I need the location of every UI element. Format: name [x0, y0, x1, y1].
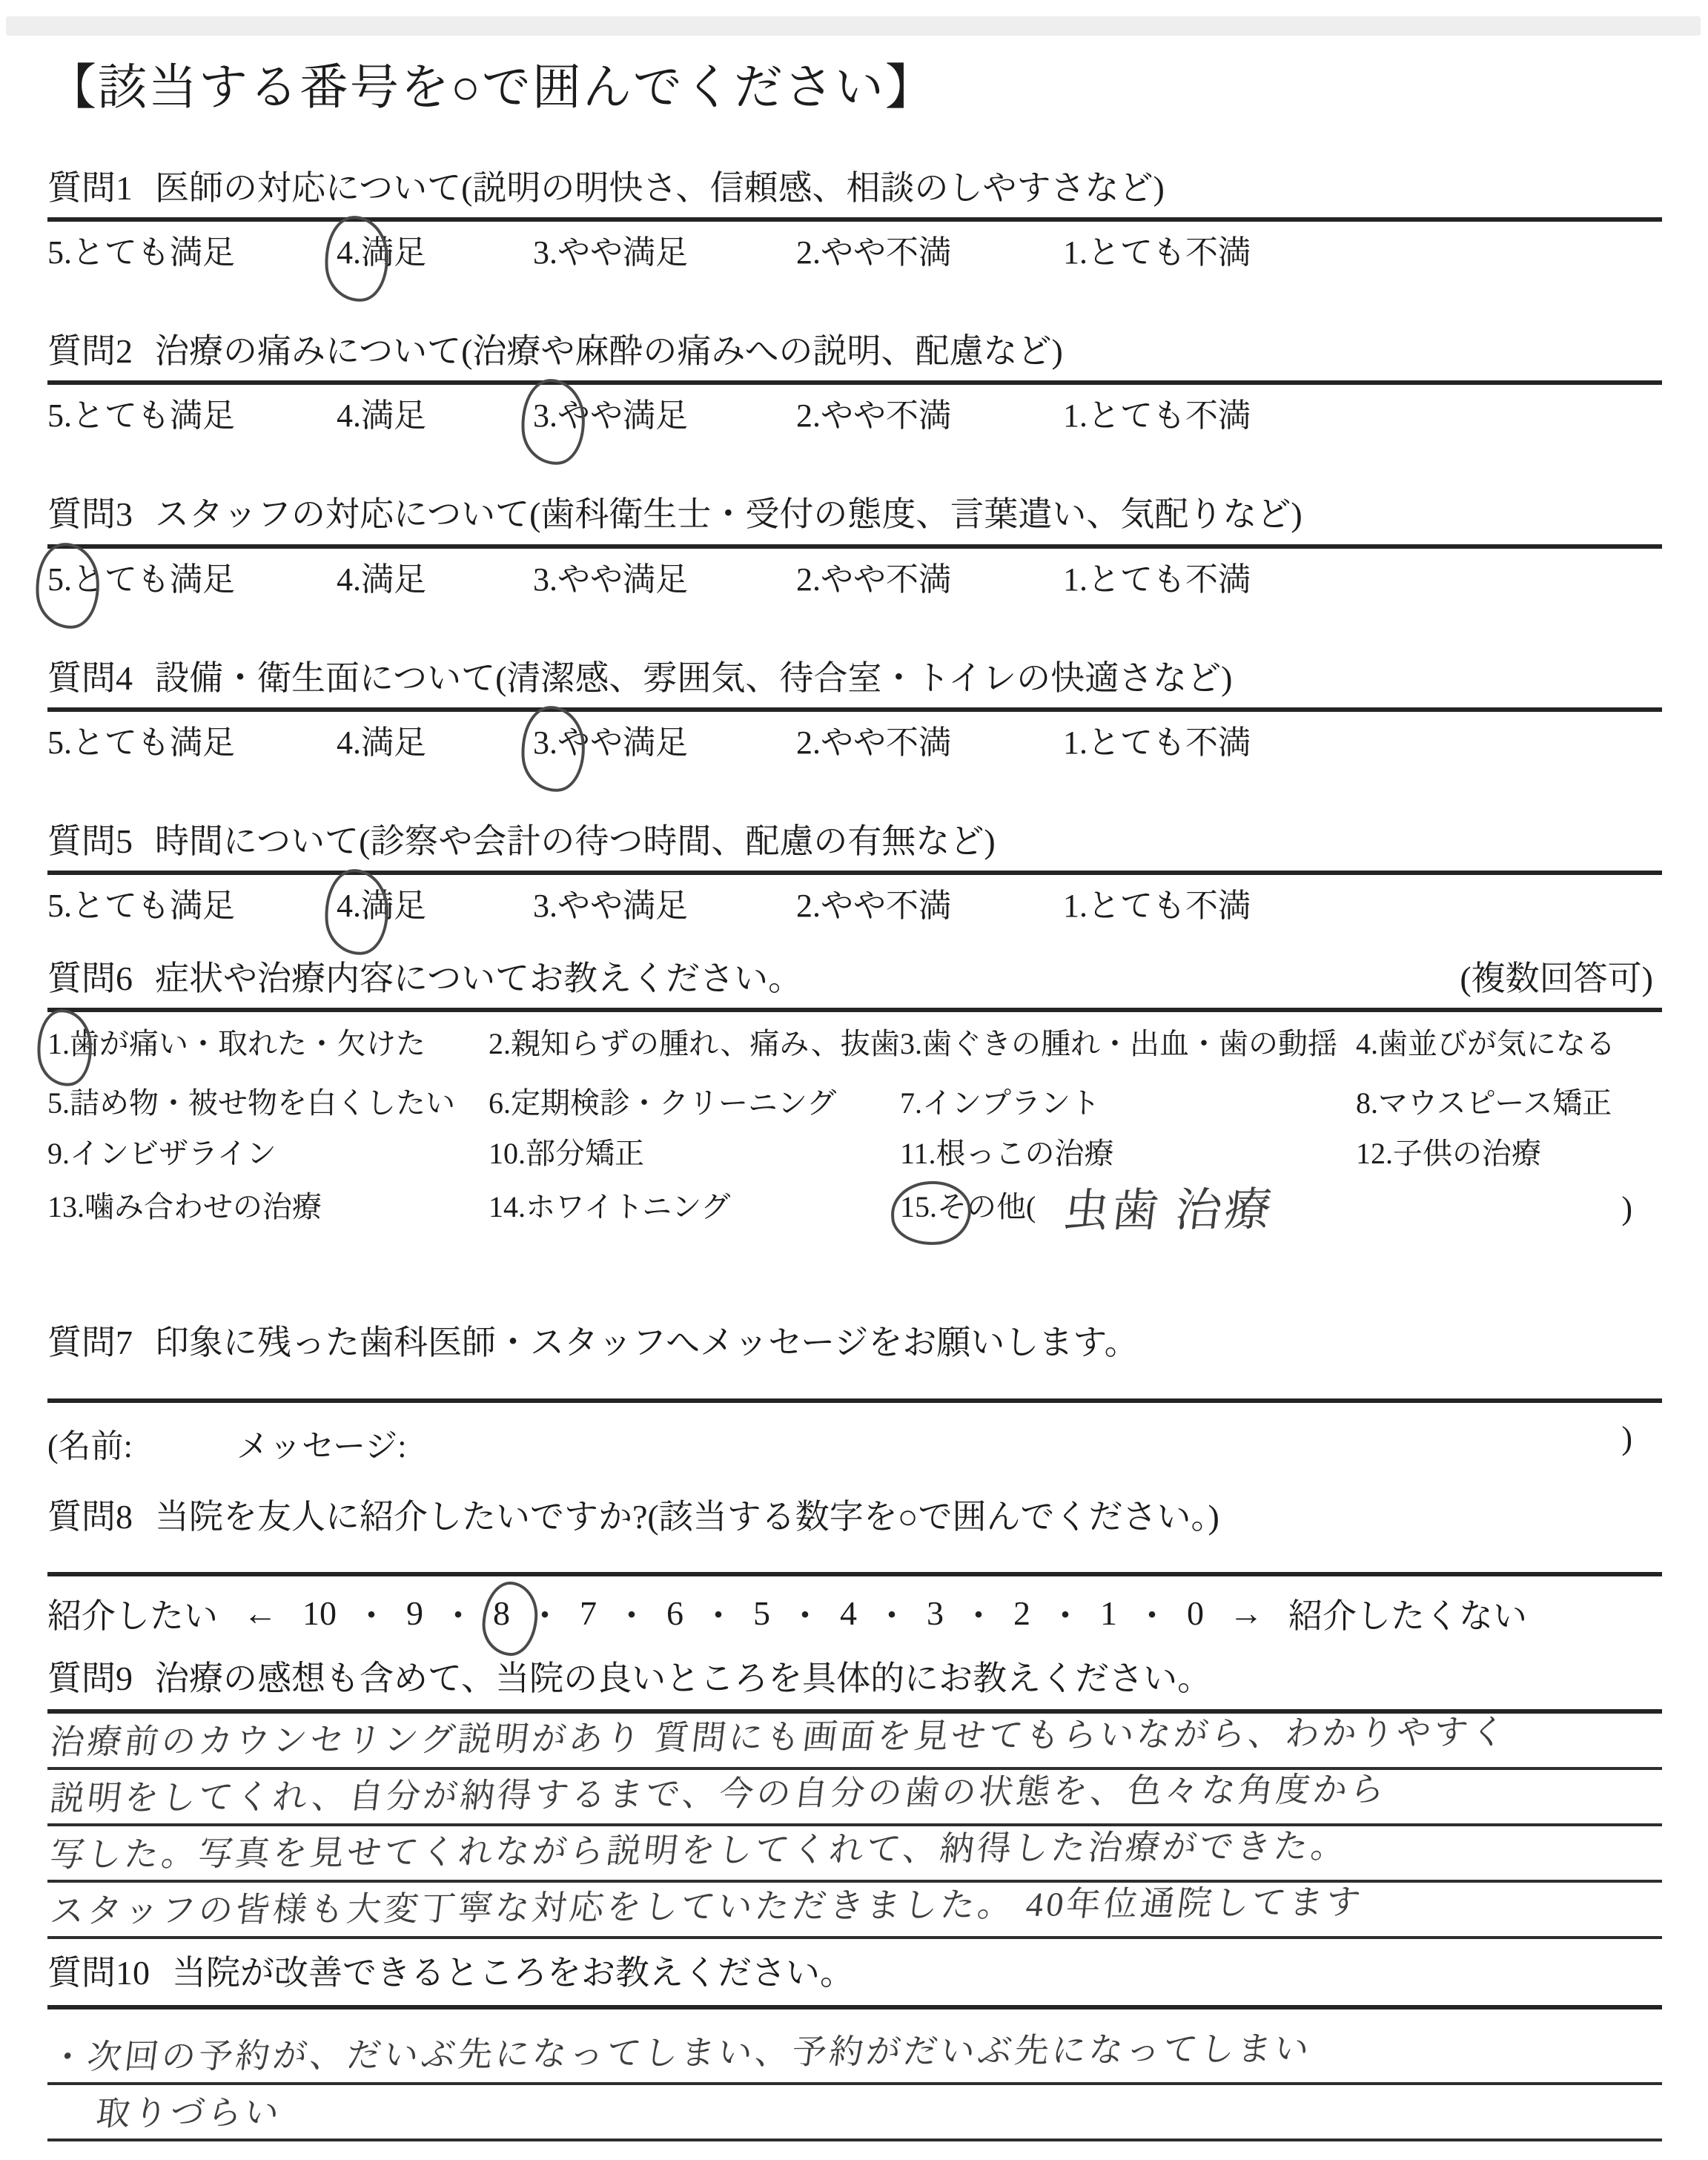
question-label: 質問9: [47, 1659, 133, 1697]
option-number: 2.: [796, 887, 821, 924]
option-number: 2.: [796, 561, 821, 598]
option-label: ホワイトニング: [526, 1190, 731, 1224]
option-number: 2.: [489, 1027, 511, 1061]
rating-option[interactable]: [47, 888, 337, 925]
answer-line[interactable]: [47, 1883, 1662, 1939]
option-number: 1.: [1063, 724, 1088, 761]
question-1-block: [47, 168, 1662, 272]
question-7-heading: [47, 1322, 1662, 1363]
rating-option[interactable]: [47, 235, 337, 272]
divider: [47, 1008, 1662, 1012]
question-3-heading: [47, 494, 1662, 535]
option-number: 1.: [1063, 561, 1088, 598]
dot-separator: ・: [441, 1596, 475, 1635]
option-number: 4.: [337, 561, 361, 598]
question-label: 質問4: [47, 658, 133, 697]
dot-separator: ・: [961, 1596, 996, 1635]
rating-option[interactable]: [47, 398, 337, 435]
option-label: とても不満: [1088, 397, 1251, 435]
handwritten-answer: 治療前のカウンセリング説明があり 質問にも画面を見せてもらいながら、わかりやすく: [47, 1712, 1511, 1761]
option-label: 歯ぐきの腫れ・出血・歯の動揺: [922, 1027, 1337, 1061]
answer-line[interactable]: [47, 2141, 1662, 2160]
option-label: マウスピース矯正: [1378, 1086, 1612, 1120]
symptom-row: [47, 1027, 1662, 1064]
symptom-option[interactable]: [900, 1027, 1356, 1064]
option-label: 噛み合わせの治療: [85, 1190, 322, 1224]
option-label: 詰め物・被せ物を白くしたい: [70, 1086, 455, 1120]
handwritten-answer: 説明をしてくれ、自分が納得するまで、今の自分の歯の状態を、色々な角度から: [47, 1770, 1390, 1817]
rating-option[interactable]: [47, 725, 337, 762]
option-number: 5.: [47, 724, 72, 761]
option-label: やや不満: [821, 561, 951, 598]
symptom-row: [47, 1086, 1662, 1123]
message-field-label[interactable]: メッセージ:: [236, 1428, 407, 1465]
option-label: やや不満: [821, 234, 951, 271]
option-label: 満足: [361, 234, 426, 271]
symptom-option[interactable]: [1356, 1137, 1541, 1174]
name-field-label[interactable]: (名前:: [47, 1428, 133, 1465]
dot-separator: ・: [701, 1596, 735, 1635]
rating-option[interactable]: [337, 562, 533, 599]
option-number: 3.: [533, 234, 557, 271]
option-number: 3.: [533, 725, 557, 762]
question-6-block: [47, 958, 1662, 1238]
scale-number[interactable]: 1: [1100, 1594, 1117, 1632]
right-arrow-icon: →: [1229, 1594, 1263, 1632]
option-label: 満足: [361, 887, 426, 924]
nps-scale-row: [47, 1594, 1662, 1633]
handwritten-answer: スタッフの皆様も大変丁寧な対応をしていただきました。 40年位通院してます: [47, 1883, 1366, 1930]
rating-option[interactable]: [1063, 888, 1251, 925]
rating-option[interactable]: [1063, 235, 1251, 272]
dot-separator: ・: [788, 1596, 822, 1635]
question-2-block: [47, 331, 1662, 435]
option-number: 4.: [337, 397, 361, 435]
option-number: 5.: [47, 1086, 70, 1120]
symptom-option[interactable]: [900, 1086, 1356, 1123]
question-9-heading: [47, 1658, 1662, 1699]
scale-number[interactable]: 8: [493, 1593, 510, 1633]
question-label: 質問6: [47, 959, 133, 997]
rating-option[interactable]: [533, 235, 796, 272]
option-label: とても不満: [1088, 887, 1251, 924]
question-text: 印象に残った歯科医師・スタッフへメッセージをお願いします。: [155, 1324, 1139, 1362]
scale-number[interactable]: 9: [406, 1594, 423, 1632]
message-input-row: [47, 1419, 1662, 1467]
handwritten-answer: ・次回の予約が、だいぶ先になってしまい、予約がだいぶ先になってしまい: [47, 2029, 1314, 2076]
question-text: 設備・衛生面について(清潔感、雰囲気、待合室・トイレの快適さなど): [155, 658, 1233, 697]
option-number: 2.: [796, 234, 821, 271]
option-number: 4.: [337, 888, 361, 925]
rating-options-row: [47, 888, 1662, 925]
option-number: 3.: [533, 561, 557, 598]
rating-option[interactable]: [796, 888, 1063, 925]
question-label: 質問5: [47, 822, 133, 860]
option-label: 満足: [361, 724, 426, 761]
option-number: 2.: [796, 397, 821, 435]
answer-line[interactable]: [47, 1826, 1662, 1883]
answer-line[interactable]: [47, 2009, 1662, 2085]
question-4-heading: [47, 658, 1662, 698]
dot-separator: ・: [615, 1596, 649, 1635]
scale-number[interactable]: 7: [580, 1594, 597, 1632]
option-number: 5.: [47, 234, 72, 271]
option-label: やや不満: [821, 397, 951, 435]
option-number: 12.: [1356, 1137, 1393, 1171]
option-number: 8.: [1356, 1086, 1378, 1120]
question-label: 質問10: [47, 1953, 150, 1992]
scale-number[interactable]: 6: [666, 1594, 683, 1632]
option-label: 定期検診・クリーニング: [511, 1086, 837, 1120]
option-label: やや満足: [557, 234, 688, 271]
divider: [47, 871, 1662, 875]
option-label: インビザライン: [70, 1137, 277, 1171]
scale-number[interactable]: 4: [840, 1594, 857, 1632]
option-label: やや満足: [557, 397, 688, 435]
question-text: 時間について(診察や会計の待つ時間、配慮の有無など): [155, 822, 996, 860]
option-number: 5.: [47, 397, 72, 435]
rating-option[interactable]: [533, 725, 796, 762]
option-label: とても満足: [72, 397, 235, 435]
question-text: 症状や治療内容についてお教えください。: [155, 959, 803, 997]
symptom-option[interactable]: [1356, 1027, 1615, 1064]
scale-number[interactable]: 2: [1013, 1594, 1030, 1632]
scale-number[interactable]: 3: [927, 1594, 944, 1632]
question-label: 質問8: [47, 1498, 133, 1536]
symptom-option[interactable]: [47, 1190, 489, 1233]
other-answer-handwriting: 虫歯 治療: [1060, 1185, 1277, 1238]
rating-option[interactable]: [47, 562, 337, 599]
question-text: 当院が改善できるところをお教えください。: [172, 1953, 854, 1992]
multi-answer-note: (複数回答可): [1460, 959, 1653, 997]
rating-option[interactable]: [1063, 725, 1251, 762]
option-number: 9.: [47, 1137, 70, 1171]
answer-line[interactable]: [47, 1770, 1662, 1826]
question-text: スタッフの対応について(歯科衛生士・受付の態度、言葉遣い、気配りなど): [155, 495, 1302, 534]
option-label: 親知らずの腫れ、痛み、抜歯: [511, 1027, 900, 1061]
divider: [47, 217, 1662, 222]
option-number: 1.: [1063, 887, 1088, 924]
divider: [47, 544, 1662, 549]
option-label: やや満足: [557, 887, 688, 924]
option-number: 10.: [489, 1137, 526, 1171]
question-10-block: [47, 1952, 1662, 2160]
scale-left-label: 紹介したい: [47, 1596, 218, 1635]
option-number: 3.: [533, 398, 557, 435]
survey-content: [47, 0, 1662, 2160]
question-text: 当院を友人に紹介したいですか?(該当する数字を○で囲んでください。): [155, 1498, 1219, 1536]
rating-option[interactable]: [1063, 562, 1251, 599]
scale-number[interactable]: 0: [1187, 1594, 1204, 1632]
rating-options-row: [47, 235, 1662, 272]
rating-option[interactable]: [1063, 398, 1251, 435]
symptom-option[interactable]: [489, 1027, 900, 1064]
rating-option[interactable]: [796, 725, 1063, 762]
handwritten-answer: 写した。写真を見せてくれながら説明をしてくれて、納得した治療ができた。: [47, 1826, 1351, 1874]
rating-options-row: [47, 725, 1662, 762]
option-label: とても満足: [72, 561, 235, 598]
symptom-row: [47, 1185, 1662, 1238]
question-4-block: [47, 658, 1662, 762]
option-label: 子供の治療: [1393, 1137, 1541, 1171]
option-label: とても満足: [72, 234, 235, 271]
option-label: 根っこの治療: [936, 1137, 1114, 1171]
question-3-block: [47, 494, 1662, 598]
handwritten-answer: 取りづらい: [93, 2093, 285, 2133]
question-1-heading: [47, 168, 1662, 208]
answer-line[interactable]: [47, 2085, 1662, 2141]
question-8-heading: [47, 1496, 1662, 1537]
option-number: 1.: [47, 1027, 70, 1064]
rating-option[interactable]: [533, 398, 796, 435]
symptom-option[interactable]: [47, 1137, 489, 1174]
rating-option[interactable]: [337, 235, 533, 272]
symptom-option[interactable]: [900, 1137, 1356, 1174]
question-text: 治療の痛みについて(治療や麻酔の痛みへの説明、配慮など): [155, 332, 1063, 371]
symptom-row: [47, 1137, 1662, 1174]
option-label: やや不満: [821, 887, 951, 924]
question-7-block: [47, 1322, 1662, 1467]
option-number: 6.: [489, 1086, 511, 1120]
question-2-heading: [47, 331, 1662, 371]
question-label: 質問2: [47, 332, 133, 371]
option-number: 1.: [1063, 397, 1088, 435]
option-label: とても不満: [1088, 561, 1251, 598]
scale-number[interactable]: 10: [302, 1594, 337, 1632]
option-label: 部分矯正: [526, 1137, 644, 1171]
option-label: 歯並びが気になる: [1378, 1027, 1615, 1061]
symptom-option[interactable]: [489, 1190, 900, 1233]
scale-right-label: 紹介したくない: [1288, 1596, 1527, 1635]
scale-number[interactable]: 5: [753, 1594, 770, 1632]
rating-option[interactable]: [533, 888, 796, 925]
option-number: 14.: [489, 1190, 526, 1224]
answer-line[interactable]: [47, 1714, 1662, 1770]
symptom-option[interactable]: [489, 1137, 900, 1174]
option-number: 15.: [900, 1190, 937, 1233]
rating-option[interactable]: [337, 398, 533, 435]
rating-option[interactable]: [796, 235, 1063, 272]
symptom-option[interactable]: [47, 1027, 489, 1064]
question-10-heading: [47, 1952, 1662, 1993]
option-label: 歯が痛い・取れた・欠けた: [70, 1027, 426, 1061]
question-5-block: [47, 821, 1662, 925]
rating-option[interactable]: [533, 562, 796, 599]
option-number: 5.: [47, 887, 72, 924]
symptom-option[interactable]: [1356, 1086, 1612, 1123]
option-label: とても不満: [1088, 234, 1251, 271]
option-label: インプラント: [922, 1086, 1100, 1120]
option-label: その他(: [937, 1190, 1036, 1224]
option-number: 3.: [900, 1027, 922, 1061]
question-label: 質問1: [47, 169, 133, 207]
rating-options-row: [47, 398, 1662, 435]
question-6-heading: [47, 958, 1662, 999]
option-number: 3.: [533, 887, 557, 924]
option-label: とても不満: [1088, 724, 1251, 761]
rating-option[interactable]: [796, 562, 1063, 599]
symptom-option[interactable]: [47, 1086, 489, 1123]
dot-separator: ・: [1135, 1596, 1169, 1635]
option-number: 5.: [47, 562, 72, 599]
question-5-heading: [47, 821, 1662, 862]
dot-separator: ・: [354, 1596, 388, 1635]
rating-options-row: [47, 562, 1662, 599]
rating-option[interactable]: [337, 725, 533, 762]
left-arrow-icon: ←: [243, 1594, 277, 1632]
divider: [47, 1572, 1662, 1576]
option-number: 13.: [47, 1190, 85, 1224]
option-number: 2.: [796, 724, 821, 761]
question-text: 治療の感想も含めて、当院の良いところを具体的にお教えください。: [155, 1659, 1212, 1697]
option-number: 11.: [900, 1137, 936, 1171]
dot-separator: ・: [875, 1596, 909, 1635]
option-label: とても満足: [72, 887, 235, 924]
divider: [47, 380, 1662, 385]
option-label: やや満足: [557, 561, 688, 598]
option-number: 1.: [1063, 234, 1088, 271]
question-label: 質問3: [47, 495, 133, 534]
option-label: 満足: [361, 561, 426, 598]
close-paren: ): [1621, 1190, 1632, 1227]
question-9-block: [47, 1658, 1662, 1939]
option-number: 7.: [900, 1086, 922, 1120]
option-label: とても満足: [72, 724, 235, 761]
symptom-option[interactable]: [489, 1086, 900, 1123]
dot-separator: ・: [1048, 1596, 1082, 1635]
option-number: 4.: [1356, 1027, 1378, 1061]
question-label: 質問7: [47, 1324, 133, 1362]
divider: [47, 1398, 1662, 1403]
option-number: 4.: [337, 724, 361, 761]
option-label: やや満足: [557, 724, 688, 761]
question-8-block: [47, 1496, 1662, 1635]
option-number: 4.: [337, 235, 361, 272]
rating-option[interactable]: [337, 888, 533, 925]
rating-option[interactable]: [796, 398, 1063, 435]
dot-separator: ・: [528, 1596, 562, 1635]
question-text: 医師の対応について(説明の明快さ、信頼感、相談のしやすさなど): [155, 169, 1165, 207]
symptom-option-other[interactable]: [900, 1190, 1036, 1233]
divider: [47, 707, 1662, 712]
close-paren: ): [1621, 1420, 1632, 1457]
option-label: 満足: [361, 397, 426, 435]
page-title: 【該当する番号を○で囲んでください】: [47, 61, 936, 115]
option-label: やや不満: [821, 724, 951, 761]
